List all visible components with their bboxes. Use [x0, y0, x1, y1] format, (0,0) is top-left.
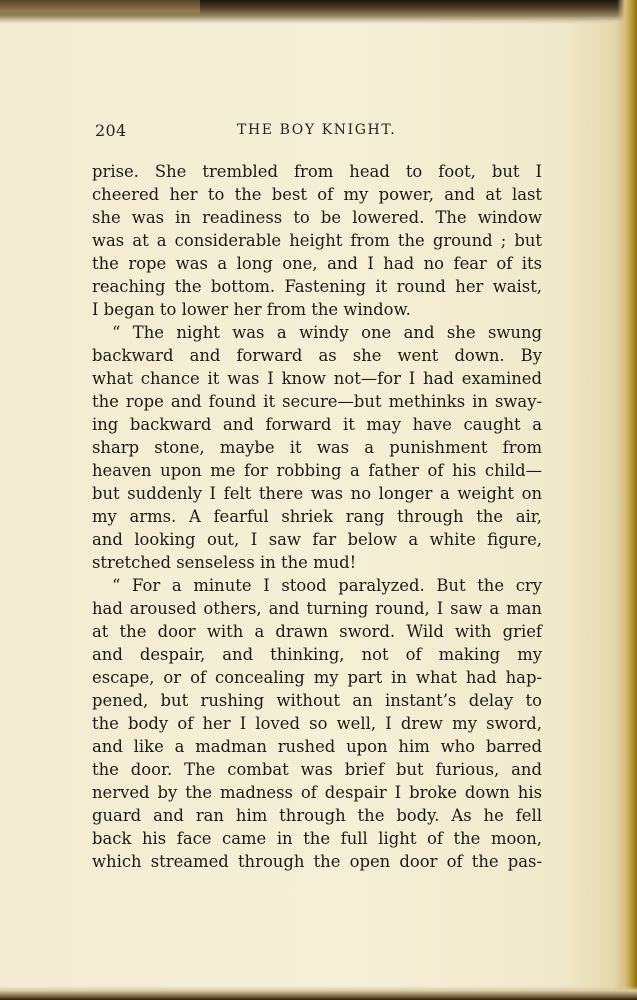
- text-line: back his face came in the full light of the moon,: [92, 829, 542, 848]
- running-header: [95, 121, 542, 145]
- text-line: at the door with a drawn sword. Wild with grief: [92, 622, 542, 641]
- text-line: escape, or of concealing my part in what had hap-: [92, 668, 542, 687]
- text-line: was at a considerable height from the ground ; but: [92, 231, 542, 250]
- text-line: the rope and found it secure—but methinks in sway-: [92, 392, 542, 411]
- text-line: heaven upon me for robbing a father of his child—: [92, 461, 542, 480]
- text-line: and looking out, I saw far below a white figure,: [92, 530, 542, 549]
- page-right-edge: [617, 0, 637, 1000]
- text-line: backward and forward as she went down. By: [92, 346, 542, 365]
- text-line: and like a madman rushed upon him who barred: [92, 737, 542, 756]
- text-line: nerved by the madness of despair I broke down his: [92, 783, 542, 802]
- text-line: my arms. A fearful shriek rang through the air,: [92, 507, 542, 526]
- text-line: pened, but rushing without an instant’s delay to: [92, 691, 542, 710]
- text-line: sharp stone, maybe it was a punishment from: [92, 438, 542, 457]
- text-line: cheered her to the best of my power, and at last: [92, 185, 542, 204]
- text-line: the body of her I loved so well, I drew my sword,: [92, 714, 542, 733]
- running-title: THE BOY KNIGHT.: [237, 122, 397, 138]
- text-line: the rope was a long one, and I had no fear of its: [92, 254, 542, 273]
- text-line: and despair, and thinking, not of making my: [92, 645, 542, 664]
- text-line: ing backward and forward it may have caught a: [92, 415, 542, 434]
- page-number: 204: [95, 121, 127, 140]
- text-line: reaching the bottom. Fastening it round her waist,: [92, 277, 542, 296]
- text-line: guard and ran him through the body. As he fell: [92, 806, 542, 825]
- text-line: “ For a minute I stood paralyzed. But the cry: [112, 576, 542, 595]
- text-line: what chance it was I know not—for I had examined: [92, 369, 542, 388]
- text-line: “ The night was a windy one and she swung: [112, 323, 542, 342]
- text-line: which streamed through the open door of the pas-: [92, 852, 542, 871]
- text-line: she was in readiness to be lowered. The window: [92, 208, 542, 227]
- text-line: prise. She trembled from head to foot, but I: [92, 162, 542, 181]
- text-line: had aroused others, and turning round, I saw a man: [92, 599, 542, 618]
- text-line: the door. The combat was brief but furious, and: [92, 760, 542, 779]
- page-top-binding: [0, 0, 200, 18]
- text-line: I began to lower her from the window.: [92, 300, 411, 319]
- text-line: stretched senseless in the mud!: [92, 553, 357, 572]
- body-text: [92, 160, 542, 873]
- page-bottom-edge: [0, 986, 637, 1000]
- text-line: but suddenly I felt there was no longer a weight on: [92, 484, 542, 503]
